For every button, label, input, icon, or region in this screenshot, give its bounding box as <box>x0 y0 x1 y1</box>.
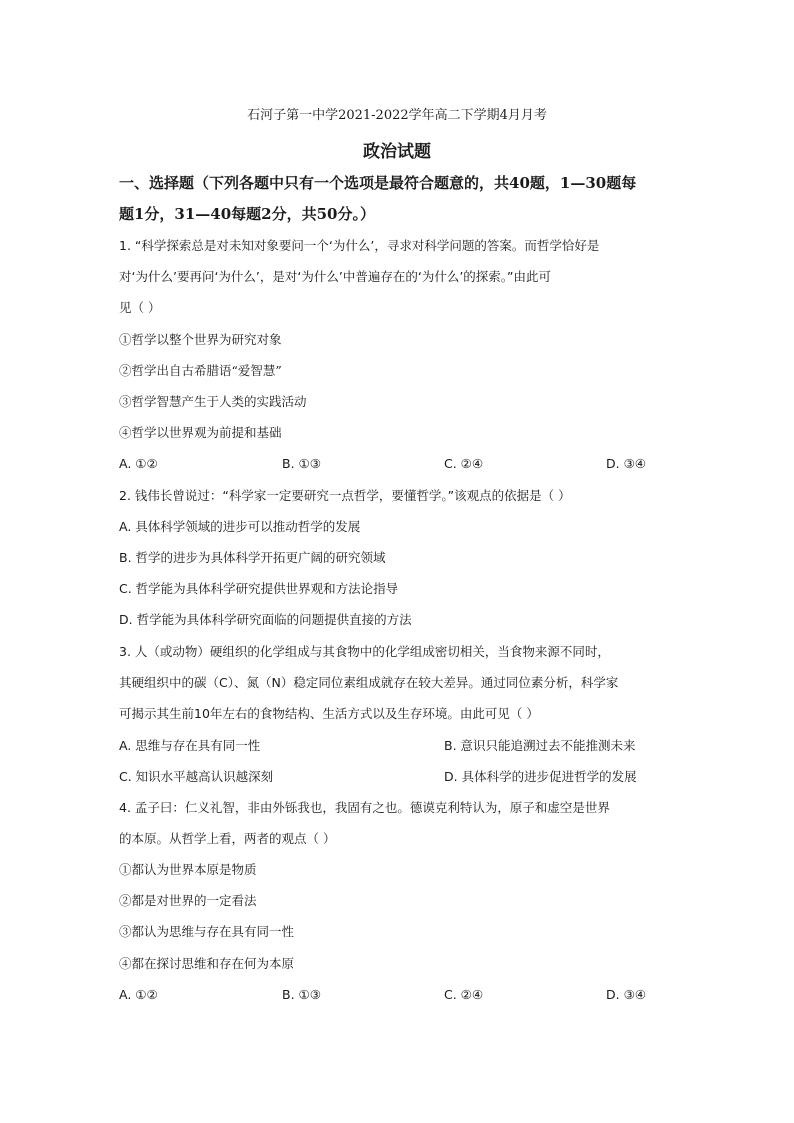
q2-stem-line-1: 2. 钱伟长曾说过：“科学家一定要研究一点哲学，要懂哲学。”该观点的依据是（ ） <box>119 488 571 503</box>
q1-statement-2: ②哲学出自古希腊语“爱智慧” <box>119 363 282 378</box>
q3-option-c: C. 知识水平越高认识越深刻 <box>119 769 274 784</box>
q4-statement-1: ①都认为世界本原是物质 <box>119 862 257 877</box>
q4-option-c: C. ②④ <box>444 987 484 1002</box>
subject-title: 政治试题 <box>363 142 431 162</box>
q1-statement-3: ③哲学智慧产生于人类的实践活动 <box>119 394 307 409</box>
q1-option-c: C. ②④ <box>444 456 484 471</box>
q3-stem-line-1: 3. 人（或动物）硬组织的化学组成与其食物中的化学组成密切相关，当食物来源不同时， <box>119 644 610 659</box>
q4-option-a: A. ①② <box>119 987 158 1002</box>
q3-stem-line-2: 其硬组织中的碳（C）、氮（N）稳定同位素组成就存在较大差异。通过同位素分析，科学家 <box>119 675 619 690</box>
q4-statement-4: ④都在探讨思维和存在何为本原 <box>119 956 295 971</box>
section-heading-line-1: 一、选择题（下列各题中只有一个选项是最符合题意的，共40题，1—30题每 <box>119 174 637 192</box>
q1-option-b: B. ①③ <box>282 456 321 471</box>
q1-option-d: D. ③④ <box>606 456 646 471</box>
section-heading <box>119 168 689 230</box>
q4-option-d: D. ③④ <box>606 987 646 1002</box>
q3-option-b: B. 意识只能追溯过去不能推测未来 <box>444 738 636 753</box>
q2-option-a: A. 具体科学领域的进步可以推动哲学的发展 <box>119 519 361 534</box>
q4-statement-3: ③都认为思维与存在具有同一性 <box>119 924 295 939</box>
school-exam-title: 石河子第一中学2021-2022学年高二下学期4月月考 <box>247 108 547 123</box>
q4-stem-line-2: 的本原。从哲学上看，两者的观点（ ） <box>119 831 336 846</box>
q1-stem-line-1: 1. “科学探索总是对未知对象要问一个‘为什么’，寻求对科学问题的答案。而哲学恰好是 <box>119 238 600 253</box>
q1-option-a: A. ①② <box>119 456 158 471</box>
q1-stem-line-2: 对‘为什么’要再问‘为什么’，是对‘为什么’中普遍存在的‘为什么’的探索。”由此可 <box>119 269 552 284</box>
q4-stem-line-1: 4. 孟子曰：仁义礼智，非由外铄我也，我固有之也。德谟克利特认为，原子和虚空是世界 <box>119 800 610 815</box>
q2-option-b: B. 哲学的进步为具体科学开拓更广阔的研究领域 <box>119 550 386 565</box>
q1-statement-1: ①哲学以整个世界为研究对象 <box>119 332 282 347</box>
q3-option-a: A. 思维与存在具有同一性 <box>119 738 261 753</box>
q1-stem-line-3: 见（ ） <box>119 300 161 315</box>
q3-option-d: D. 具体科学的进步促进哲学的发展 <box>444 769 637 784</box>
q2-option-d: D. 哲学能为具体科学研究面临的问题提供直接的方法 <box>119 612 412 627</box>
q3-stem-line-3: 可揭示其生前10年左右的食物结构、生活方式以及生存环境。由此可见（ ） <box>119 706 539 721</box>
q4-option-b: B. ①③ <box>282 987 321 1002</box>
section-heading-line-2: 题1分，31—40每题2分，共50分。） <box>119 205 375 223</box>
q2-option-c: C. 哲学能为具体科学研究提供世界观和方法论指导 <box>119 581 399 596</box>
q4-statement-2: ②都是对世界的一定看法 <box>119 893 257 908</box>
q1-statement-4: ④哲学以世界观为前提和基础 <box>119 425 282 440</box>
